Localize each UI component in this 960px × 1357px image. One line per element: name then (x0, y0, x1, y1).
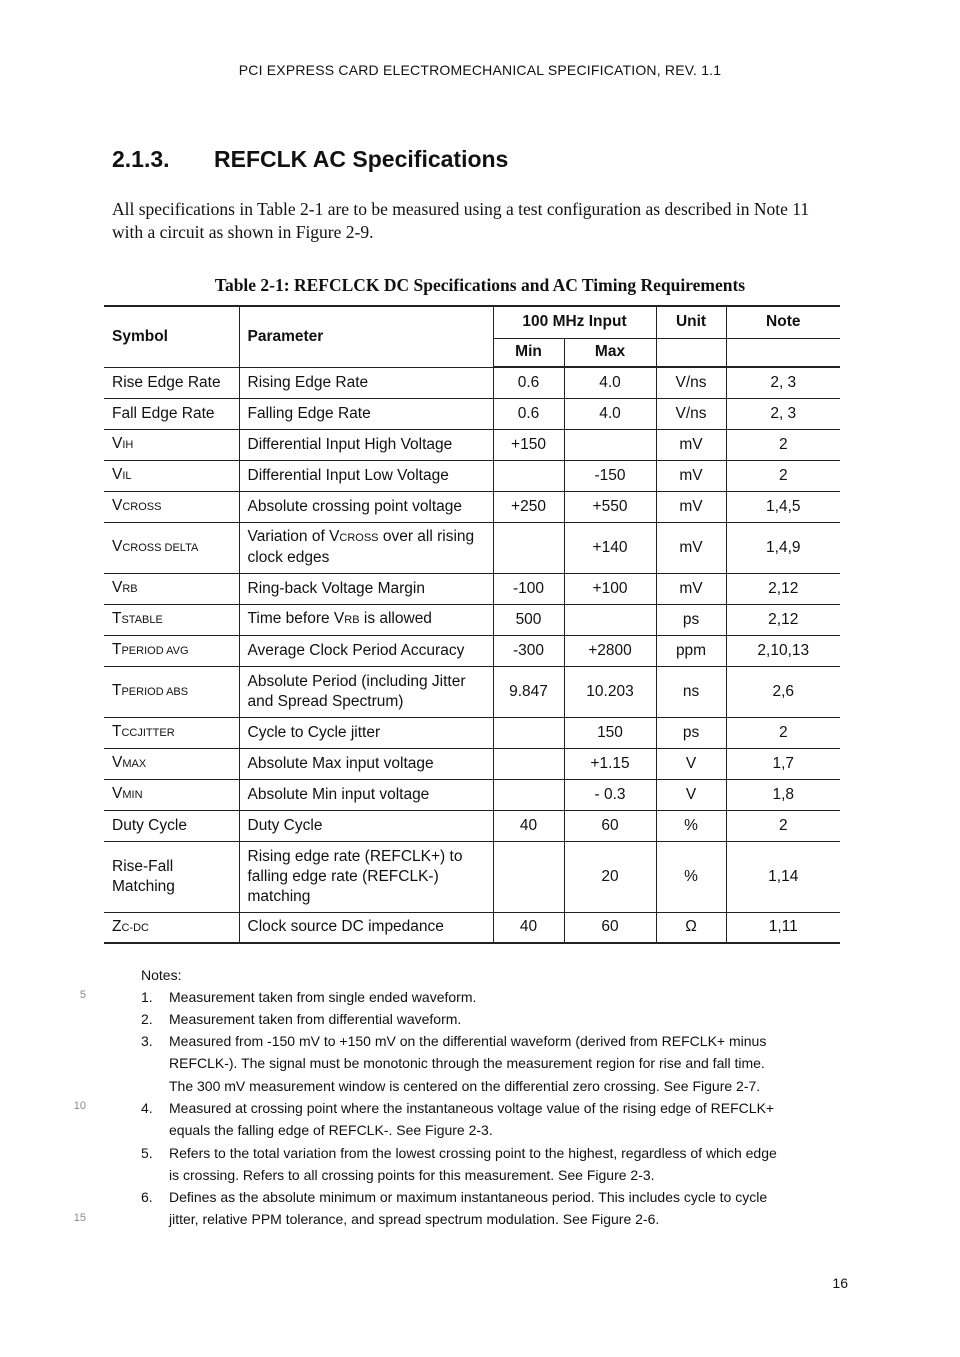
symbol-text: V (112, 785, 123, 802)
symbol-text: Fall Edge Rate (112, 404, 215, 422)
min-cell: +250 (493, 491, 564, 522)
parameter-cell: Differential Input High Voltage (239, 429, 493, 460)
table-row (104, 460, 840, 491)
unit-cell: Ω (656, 912, 726, 943)
symbol-cell (104, 666, 239, 717)
spec-table-body (104, 367, 840, 943)
symbol-cell (104, 429, 239, 460)
min-cell (493, 748, 564, 779)
note-cell: 1,4,5 (726, 491, 840, 522)
unit-cell: ps (656, 604, 726, 635)
note-cell: 1,14 (726, 841, 840, 912)
note-cell: 1,4,9 (726, 522, 840, 573)
symbol-cell (104, 717, 239, 748)
header-parameter: Parameter (239, 306, 493, 367)
note-item (141, 1142, 789, 1187)
note-text: Measured from -150 mV to +150 mV on the differential waveform (derived from REFCLK+ minus REFCLK-). The signal must be monotonic through the measurement region for rise and fall time. The 300 mV measurement window is centered on the differential zero crossing. See Figure 2-7. (169, 1033, 767, 1094)
max-cell: +550 (564, 491, 656, 522)
symbol-text: T (112, 723, 122, 740)
note-number: 2. (141, 1011, 153, 1027)
symbol-text: V (112, 435, 123, 452)
unit-cell: V/ns (656, 398, 726, 429)
min-cell: -100 (493, 573, 564, 604)
table-row (104, 604, 840, 635)
note-cell: 2,12 (726, 573, 840, 604)
unit-cell: mV (656, 460, 726, 491)
symbol-cell (104, 810, 239, 841)
symbol-subscript: PERIOD AVG (121, 645, 189, 657)
table-row (104, 429, 840, 460)
unit-cell: V/ns (656, 367, 726, 398)
table-row (104, 573, 840, 604)
header-input: 100 MHz Input (493, 306, 656, 338)
note-text: Defines as the absolute minimum or maximum instantaneous period. This includes cycle to cycle jitter, relative PPM tolerance, and spread spectrum modulation. See Figure 2-6. (169, 1189, 768, 1228)
note-item (141, 1097, 786, 1142)
table-row (104, 779, 840, 810)
table-row (104, 841, 840, 912)
header-symbol: Symbol (104, 306, 239, 367)
header-unit: Unit (656, 306, 726, 338)
table-row (104, 398, 840, 429)
min-cell (493, 841, 564, 912)
unit-cell: mV (656, 522, 726, 573)
symbol-cell (104, 460, 239, 491)
min-cell (493, 460, 564, 491)
note-number: 4. (141, 1100, 153, 1116)
min-cell: -300 (493, 635, 564, 666)
note-item (141, 1030, 781, 1097)
unit-cell: ppm (656, 635, 726, 666)
min-cell: 0.6 (493, 398, 564, 429)
note-number: 1. (141, 989, 153, 1005)
parameter-text: Variation of V (247, 528, 340, 545)
parameter-cell: Ring-back Voltage Margin (239, 573, 493, 604)
symbol-text: T (112, 641, 122, 658)
parameter-cell: Falling Edge Rate (239, 398, 493, 429)
symbol-cell (104, 748, 239, 779)
unit-cell: ps (656, 717, 726, 748)
max-cell: -150 (564, 460, 656, 491)
note-number: 5. (141, 1145, 153, 1161)
max-cell: 60 (564, 810, 656, 841)
symbol-subscript: MIN (122, 789, 143, 801)
symbol-cell (104, 573, 239, 604)
max-cell: +140 (564, 522, 656, 573)
table-row (104, 717, 840, 748)
unit-cell: mV (656, 573, 726, 604)
symbol-cell (104, 604, 239, 635)
note-cell: 2, 3 (726, 398, 840, 429)
line-number: 5 (79, 989, 86, 1001)
parameter-cell: Rising edge rate (REFCLK+) to falling edge rate (REFCLK-) matching (239, 841, 493, 912)
min-cell (493, 522, 564, 573)
symbol-text: V (112, 466, 123, 483)
parameter-cell: Average Clock Period Accuracy (239, 635, 493, 666)
max-cell: 60 (564, 912, 656, 943)
min-cell: 9.847 (493, 666, 564, 717)
max-cell: 150 (564, 717, 656, 748)
note-cell: 2 (726, 717, 840, 748)
page-header: PCI EXPRESS CARD ELECTROMECHANICAL SPECIFICATION, REV. 1.1 (238, 62, 722, 78)
table-row (104, 491, 840, 522)
max-cell: +2800 (564, 635, 656, 666)
max-cell: +100 (564, 573, 656, 604)
header-min: Min (493, 338, 564, 367)
section-number: 2.1.3. (112, 146, 170, 172)
parameter-subscript: RB (344, 614, 360, 626)
note-number: 6. (141, 1189, 153, 1205)
parameter-cell: Absolute Min input voltage (239, 779, 493, 810)
symbol-subscript: CCJITTER (121, 727, 175, 739)
note-item (141, 986, 801, 1008)
note-number: 3. (141, 1033, 153, 1049)
section-title (112, 146, 508, 173)
min-cell: 0.6 (493, 367, 564, 398)
note-cell: 2,6 (726, 666, 840, 717)
table-row (104, 810, 840, 841)
note-cell: 1,11 (726, 912, 840, 943)
max-cell (564, 429, 656, 460)
symbol-subscript: IH (122, 439, 134, 451)
min-cell: 40 (493, 810, 564, 841)
min-cell: 40 (493, 912, 564, 943)
header-note-blank (726, 338, 840, 367)
table-row (104, 748, 840, 779)
parameter-text: is allowed (359, 610, 432, 627)
symbol-cell (104, 841, 239, 912)
note-cell: 2 (726, 810, 840, 841)
symbol-text: T (112, 610, 122, 627)
symbol-text: Z (112, 917, 122, 935)
header-note: Note (726, 306, 840, 338)
parameter-cell (239, 604, 493, 635)
page-number: 16 (832, 1275, 848, 1291)
parameter-cell: Absolute Max input voltage (239, 748, 493, 779)
symbol-subscript: STABLE (121, 614, 163, 626)
unit-cell: V (656, 779, 726, 810)
symbol-cell (104, 779, 239, 810)
note-cell: 2, 3 (726, 367, 840, 398)
parameter-subscript: CROSS (339, 532, 379, 544)
max-cell (564, 604, 656, 635)
table-row (104, 666, 840, 717)
max-cell: 10.203 (564, 666, 656, 717)
header-unit-blank (656, 338, 726, 367)
note-cell: 1,8 (726, 779, 840, 810)
symbol-subscript: RB (122, 583, 138, 595)
symbol-cell (104, 912, 239, 943)
note-text: Measured at crossing point where the instantaneous voltage value of the rising edge of REFCLK+ equals the falling edge of REFCLK-. See Figure 2-3. (169, 1100, 775, 1139)
symbol-cell (104, 367, 239, 398)
parameter-text: over all rising clock edges (247, 528, 475, 566)
section-heading: REFCLK AC Specifications (214, 146, 509, 172)
unit-cell: V (656, 748, 726, 779)
symbol-text: Rise-Fall Matching (112, 857, 175, 895)
max-cell: +1.15 (564, 748, 656, 779)
table-row (104, 912, 840, 943)
note-text: Measurement taken from single ended waveform. (169, 989, 477, 1005)
max-cell: 4.0 (564, 367, 656, 398)
symbol-subscript: CROSS DELTA (122, 542, 199, 554)
max-cell: 4.0 (564, 398, 656, 429)
parameter-text: Time before V (247, 610, 345, 627)
unit-cell: % (656, 841, 726, 912)
min-cell: +150 (493, 429, 564, 460)
symbol-subscript: PERIOD ABS (121, 686, 189, 698)
note-cell: 2,10,13 (726, 635, 840, 666)
note-cell: 2,12 (726, 604, 840, 635)
min-cell: 500 (493, 604, 564, 635)
parameter-cell: Rising Edge Rate (239, 367, 493, 398)
line-number: 10 (73, 1100, 86, 1112)
symbol-cell (104, 522, 239, 573)
note-text: Refers to the total variation from the lowest crossing point to the highest, regardless of which edge is crossing. Refers to all crossing points for this measurement. See Figure 2-3. (169, 1145, 777, 1184)
max-cell: - 0.3 (564, 779, 656, 810)
symbol-text: V (112, 754, 123, 771)
symbol-subscript: CROSS (122, 501, 162, 513)
symbol-text: V (112, 497, 123, 514)
note-cell: 2 (726, 460, 840, 491)
unit-cell: mV (656, 491, 726, 522)
parameter-cell: Cycle to Cycle jitter (239, 717, 493, 748)
intro-paragraph: All specifications in Table 2-1 are to be measured using a test configuration as described in Note 11 with a circuit as shown in Figure 2-9. (112, 199, 810, 242)
parameter-cell: Duty Cycle (239, 810, 493, 841)
note-cell: 1,7 (726, 748, 840, 779)
note-item (141, 1186, 786, 1231)
symbol-text: V (112, 579, 123, 596)
unit-cell: ns (656, 666, 726, 717)
unit-cell: mV (656, 429, 726, 460)
symbol-text: Rise Edge Rate (112, 373, 221, 391)
symbol-text: T (112, 682, 122, 699)
symbol-cell (104, 398, 239, 429)
parameter-cell: Differential Input Low Voltage (239, 460, 493, 491)
spec-table (104, 305, 840, 944)
min-cell (493, 779, 564, 810)
symbol-text: Duty Cycle (112, 816, 187, 834)
symbol-cell (104, 491, 239, 522)
max-cell: 20 (564, 841, 656, 912)
symbol-text: V (112, 538, 123, 555)
min-cell (493, 717, 564, 748)
line-number: 15 (73, 1212, 86, 1224)
notes-title: Notes: (141, 967, 182, 983)
table-row (104, 522, 840, 573)
parameter-cell: Clock source DC impedance (239, 912, 493, 943)
parameter-cell: Absolute Period (including Jitter and Spread Spectrum) (239, 666, 493, 717)
symbol-subscript: C-DC (121, 921, 149, 934)
note-item (141, 1008, 801, 1030)
table-caption: Table 2-1: REFCLCK DC Specifications and AC Timing Requirements (214, 275, 746, 295)
note-cell: 2 (726, 429, 840, 460)
unit-cell: % (656, 810, 726, 841)
parameter-cell (239, 522, 493, 573)
symbol-subscript: MAX (122, 758, 147, 770)
symbol-cell (104, 635, 239, 666)
table-row (104, 367, 840, 398)
parameter-cell: Absolute crossing point voltage (239, 491, 493, 522)
note-text: Measurement taken from differential waveform. (169, 1011, 462, 1027)
table-row (104, 635, 840, 666)
header-max: Max (564, 338, 656, 367)
symbol-subscript: IL (122, 470, 132, 482)
